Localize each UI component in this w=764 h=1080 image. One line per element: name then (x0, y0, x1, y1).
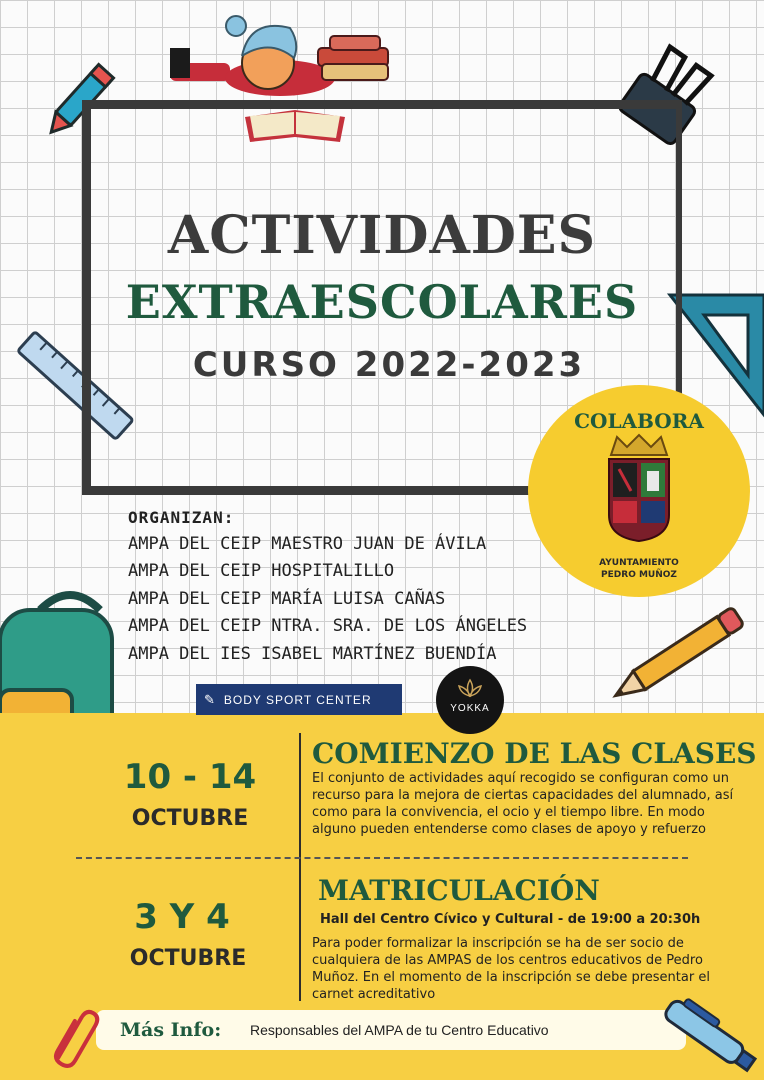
bsc-label: BODY SPORT CENTER (223, 692, 372, 707)
body-sport-center-logo (196, 684, 402, 715)
enrollment-title: MATRICULACIÓN (318, 874, 600, 907)
badge-title: COLABORA (574, 409, 704, 433)
lotus-icon (457, 678, 483, 698)
yokka-logo (436, 666, 504, 734)
organizers-heading: ORGANIZAN: (128, 508, 235, 527)
organizer-item: AMPA DEL CEIP MARÍA LUISA CAÑAS (128, 589, 446, 609)
more-info-bar (96, 1010, 686, 1050)
classes-date: 10 - 14 (123, 757, 257, 797)
title-line-1: ACTIVIDADES (167, 205, 597, 266)
paperclip-icon (52, 1004, 100, 1074)
enrollment-month: OCTUBRE (129, 946, 247, 971)
pen-icon (650, 990, 764, 1080)
more-info-label: Más Info: (120, 1019, 222, 1041)
classes-title: COMIENZO DE LAS CLASES (312, 737, 757, 770)
enrollment-date: 3 Y 4 (134, 897, 230, 937)
classes-month: OCTUBRE (131, 806, 249, 831)
dashed-divider (76, 857, 688, 859)
organizer-item: AMPA DEL CEIP MAESTRO JUAN DE ÁVILA (128, 534, 487, 554)
coat-of-arms-icon (601, 433, 677, 543)
badge-line-1: AYUNTAMIENTO (599, 558, 679, 568)
organizer-item: AMPA DEL CEIP NTRA. SRA. DE LOS ÁNGELES (128, 616, 528, 636)
yokka-label: YOKKA (450, 703, 490, 714)
organizer-item: AMPA DEL CEIP HOSPITALILLO (128, 561, 395, 581)
runner-icon: ✎ (204, 691, 216, 707)
classes-text: El conjunto de actividades aquí recogido se configuran como un recurso para la mejora de ciertas capacidades del alumnado, así como para la convivencia, el ocio y el tiempo libre. En modo alguno pueden entenderse como clases de apoyo y refuerzo (312, 771, 734, 837)
colabora-badge (528, 385, 750, 597)
badge-line-2: PEDRO MUÑOZ (601, 570, 677, 580)
enrollment-place: Hall del Centro Cívico y Cultural - de 19:00 a 20:30h (320, 912, 701, 927)
title-line-2: EXTRAESCOLARES (125, 275, 639, 329)
organizer-item: AMPA DEL IES ISABEL MARTÍNEZ BUENDÍA (128, 644, 497, 664)
pencil-icon (600, 600, 760, 710)
enrollment-text: Para poder formalizar la inscripción se ha de ser socio de cualquiera de las AMPAS de los centros educativos de Pedro Muñoz. En el momento de la inscripción se debe presentar el carnet acreditativo (312, 936, 710, 1002)
course-label: CURSO 2022-2023 (192, 345, 586, 385)
more-info-text: Responsables del AMPA de tu Centro Educativo (250, 1022, 549, 1038)
